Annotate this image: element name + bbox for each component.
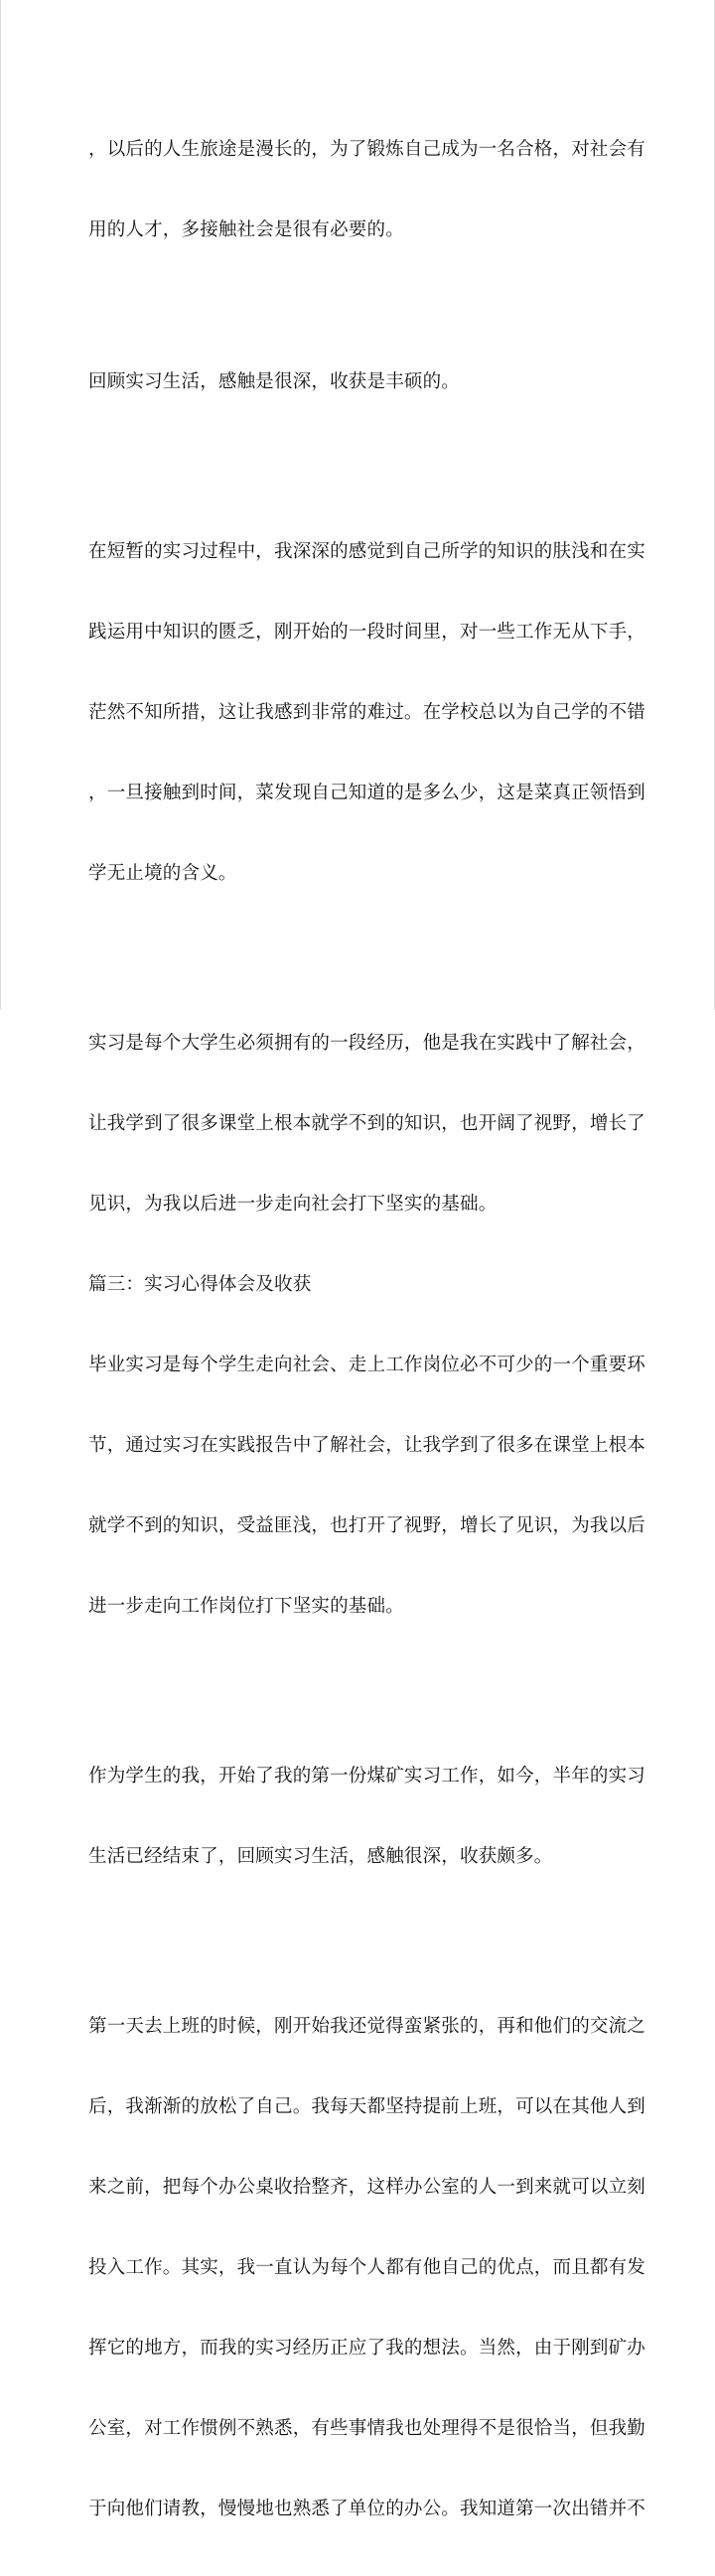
paragraph-7 xyxy=(88,1959,644,2576)
text-line: 公室，对工作惯例不熟悉，有些事情我也处理得不是很恰当，但我勤 xyxy=(88,2418,646,2439)
text-line: 作为学生的我，开始了我的第一份煤矿实习工作，如今，半年的实习 xyxy=(88,1766,646,1787)
heading-text: 篇三：实习心得体会及收获 xyxy=(88,1274,312,1295)
text-line: 就学不到的知识，受益匪浅，也打开了视野，增长了见识，为我以后 xyxy=(88,1515,646,1536)
paragraph-5 xyxy=(88,1298,644,1673)
text-line: 用的人才，多接触社会是很有必要的。 xyxy=(88,219,404,240)
text-line: ，一旦接触到时间，菜发现自己知道的是多么少，这是菜真正领悟到 xyxy=(88,783,646,803)
text-line: 来之前，把每个办公桌收拾整齐，这样办公室的人一到来就可以立刻 xyxy=(88,2177,646,2198)
text-line: 茫然不知所措，这让我感到非常的难过。在学校总以为自己学的不错 xyxy=(88,702,646,723)
text-line: ，以后的人生旅途是漫长的，为了锻炼自己成为一名合格，对社会有 xyxy=(88,139,646,160)
text-line: 第一天去上班的时候，刚开始我还觉得蛮紧张的，再和他们的交流之 xyxy=(88,2016,646,2037)
paragraph-6 xyxy=(88,1709,644,1924)
text-line: 后，我渐渐的放松了自己。我每天都坚持提前上班，可以在其他人到 xyxy=(88,2096,646,2117)
document-body xyxy=(88,82,644,2576)
text-line: 挥它的地方，而我的实习经历正应了我的想法。当然，由于刚到矿办 xyxy=(88,2338,646,2359)
paragraph-3 xyxy=(88,485,644,940)
text-line: 让我学到了很多课堂上根本就学不到的知识，也开阔了视野，增长了 xyxy=(88,1113,646,1134)
text-line: 生活已经结束了，回顾实习生活，感触很深，收获颇多。 xyxy=(88,1846,553,1867)
text-line: 于向他们请教，慢慢地也熟悉了单位的办公。我知道第一次出错并不 xyxy=(88,2499,646,2519)
text-line: 进一步走向工作岗位打下坚实的基础。 xyxy=(88,1596,404,1617)
text-line: 学无止境的含义。 xyxy=(88,863,237,884)
text-line: 毕业实习是每个学生走向社会、走上工作岗位必不可少的一个重要环 xyxy=(88,1355,646,1375)
text-line: 在短暂的实习过程中，我深深的感觉到自己所学的知识的肤浅和在实 xyxy=(88,541,646,562)
paragraph-2 xyxy=(88,315,644,449)
paragraph-1 xyxy=(88,82,644,297)
section-heading xyxy=(88,1271,644,1298)
text-line: 回顾实习生活，感触是很深，收获是丰硕的。 xyxy=(88,371,461,392)
text-line: 实习是每个大学生必须拥有的一段经历，他是我在实践中了解社会， xyxy=(88,1033,646,1054)
text-line: 投入工作。其实，我一直认为每个人都有他自己的优点，而且都有发 xyxy=(88,2257,646,2278)
text-line: 见识，为我以后进一步走向社会打下坚实的基础。 xyxy=(88,1194,498,1215)
text-line: 践运用中知识的匮乏，刚开始的一段时间里，对一些工作无从下手， xyxy=(88,622,646,643)
paragraph-4 xyxy=(88,976,644,1271)
text-line: 节，通过实习在实践报告中了解社会，让我学到了很多在课堂上根本 xyxy=(88,1435,646,1456)
